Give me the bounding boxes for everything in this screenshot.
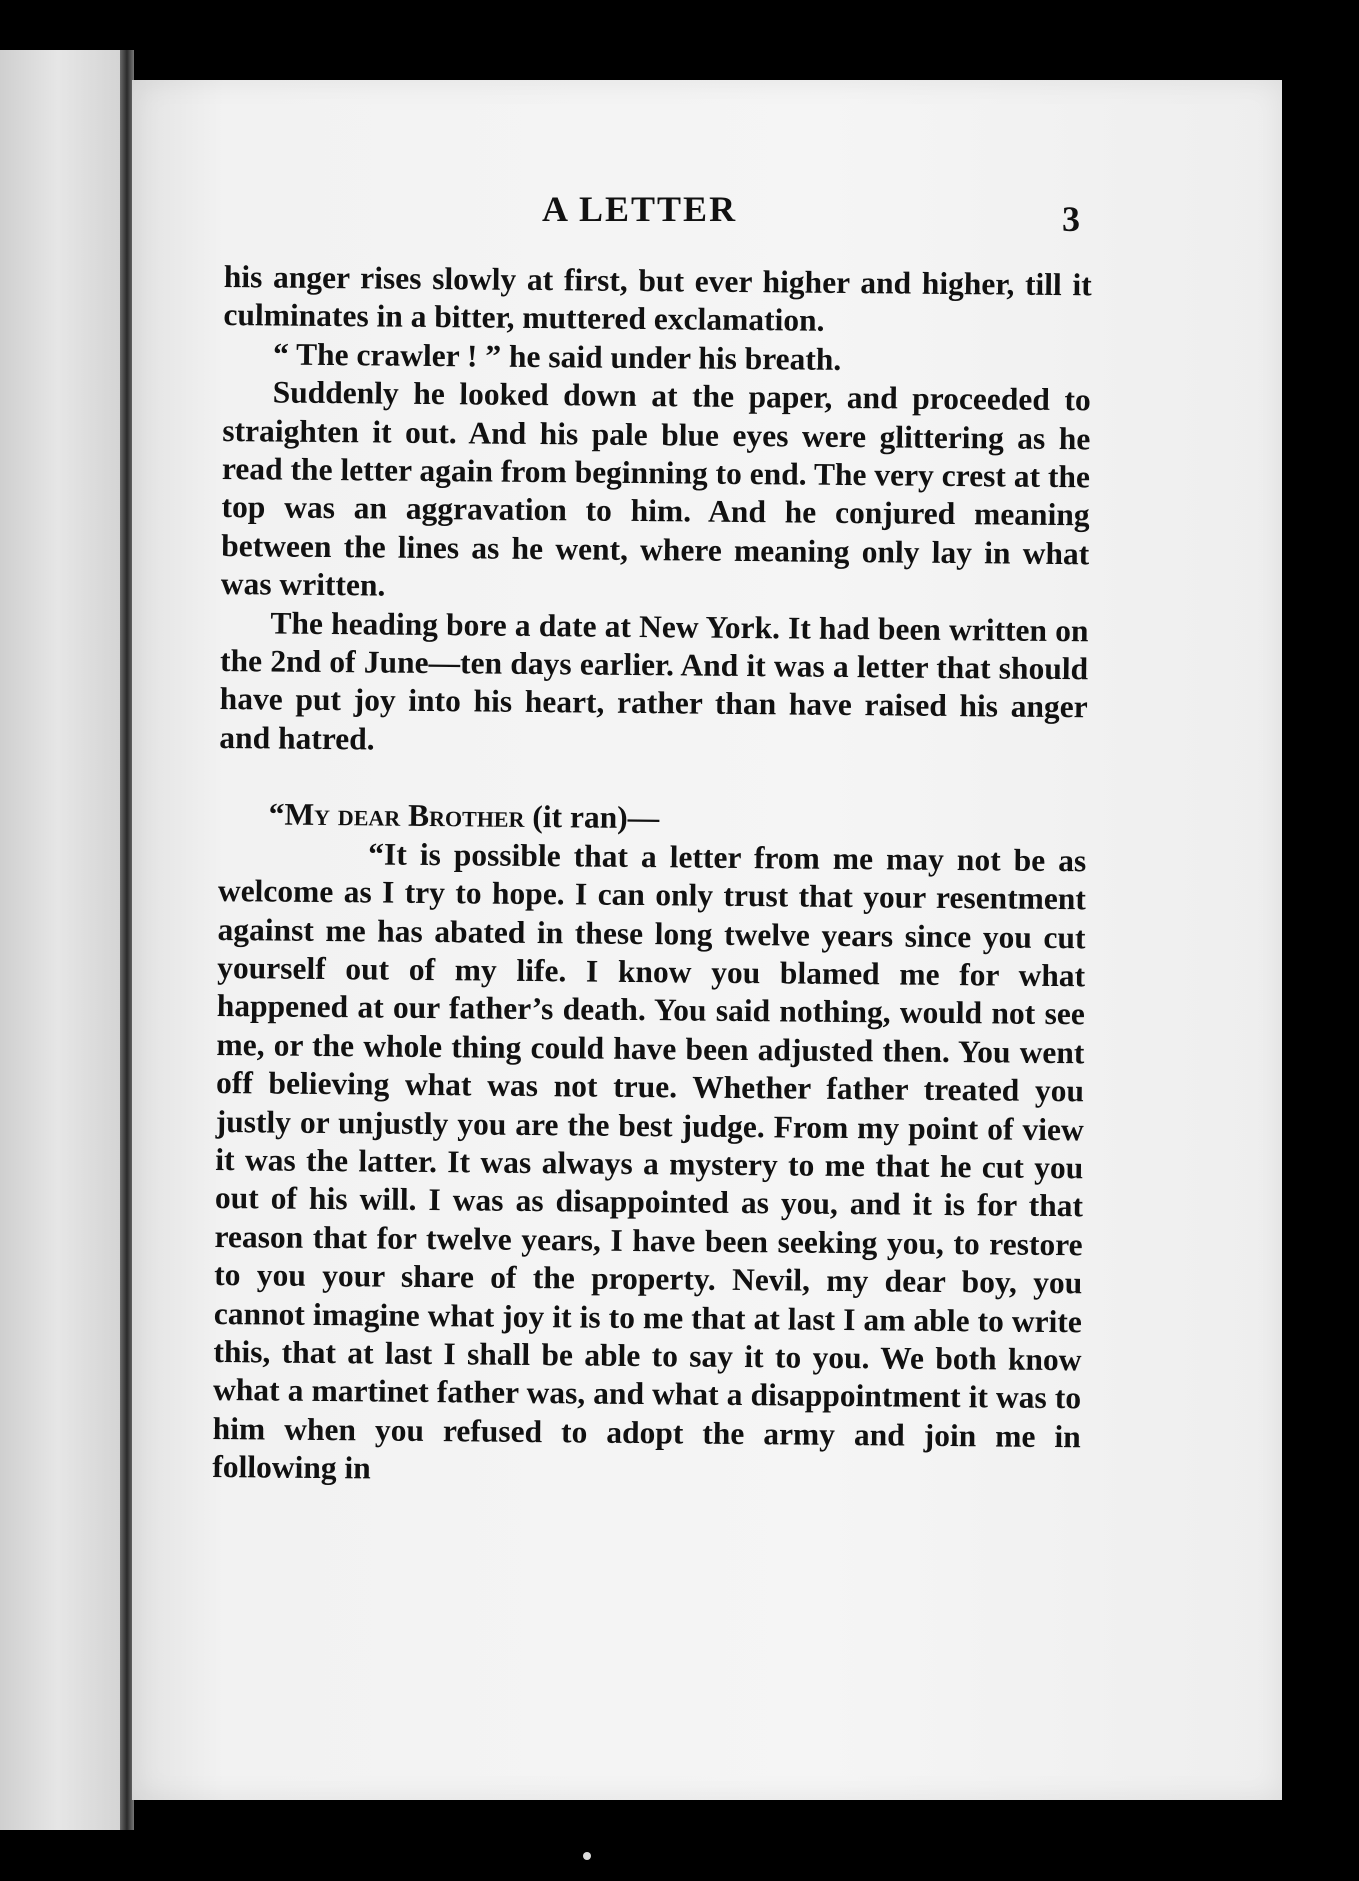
paragraph-heading-date: The heading bore a date at New York. It had been written on the 2nd of June—ten days earlier. And it was a letter that should have put joy into his heart, rather than have raised his anger and hatred.	[219, 605, 1089, 757]
paragraph-rereading: Suddenly he looked down at the paper, and proceeded to straighten it out. And his pale blue eyes were glittering as he read the letter again from beginning to end. The very crest at the top was an aggravation to him. And he conjured meaning between the lines as he went, where meaning only lay in what was written.	[220, 374, 1091, 603]
paragraph-continued: his anger rises slowly at first, but ever higher and higher, till it culminates in a bitter, muttered exclamation.	[223, 258, 1092, 339]
salutation-quote: “	[268, 796, 285, 832]
page-number: 3	[1062, 199, 1080, 239]
body-text	[212, 258, 1092, 1495]
facing-page-edge	[0, 50, 128, 1830]
running-head	[132, 188, 1282, 248]
salutation-name: My dear Brother	[284, 796, 525, 835]
salutation-rest: (it ran)—	[524, 799, 660, 836]
letter-body: “It is possible that a letter from me may not be as welcome as I try to hope. I can only trust that your resentment against me has abated in these long twelve years since you cut yourself out of my life. I know you blamed me for what happened at our father’s death. You said nothing, would not see me, or the whole thing could have been adjusted then. You went off believing what was not true. Whether father treated you justly or unjustly you are the best judge. From my point of view it was the latter. It was always a mystery to me that he cut you out of his will. I was as disappointed as you, and it is for that reason that for twelve years, I have been seeking you, to restore to you your share of the property. Nevil, my dear boy, you cannot imagine what joy it is to me that at last I am able to write this, that at last I shall be able to say it to you. We both know what a martinet father was, and what a disappointment it was to him when you refused to adopt the army and join me in following in	[212, 836, 1087, 1486]
scan-speck	[583, 1852, 591, 1860]
book-page	[132, 80, 1282, 1800]
running-title: A LETTER	[542, 189, 738, 229]
paragraph-exclamation: “ The crawler ! ” he said under his breath.	[272, 336, 842, 377]
